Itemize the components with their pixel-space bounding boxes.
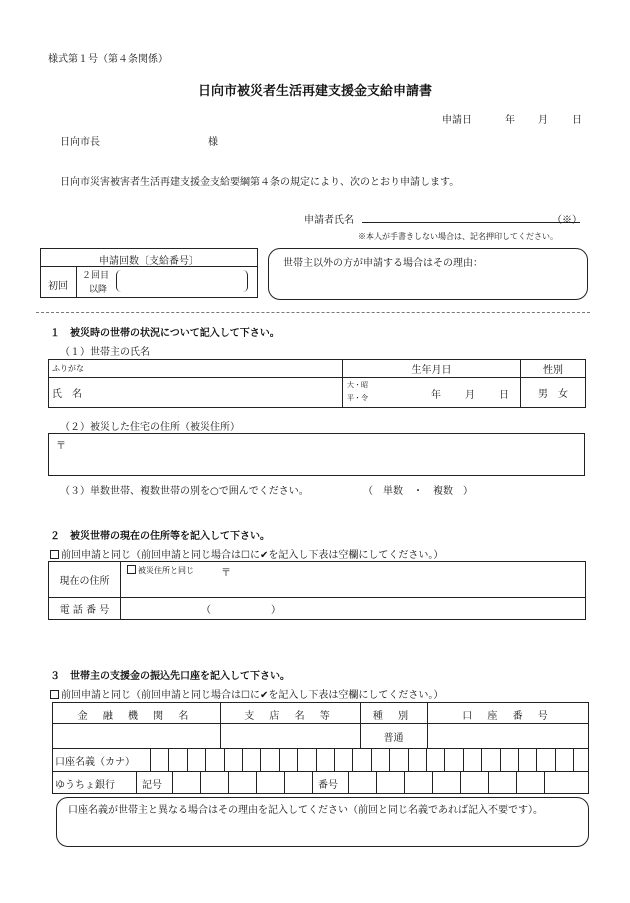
yucho-cell-divider <box>488 771 489 794</box>
phone-field[interactable]: （ ） <box>121 598 586 620</box>
kana-cell-divider <box>297 748 298 771</box>
kana-cell-divider <box>500 748 501 771</box>
kana-cell-divider <box>426 748 427 771</box>
yucho-cell-divider <box>432 771 433 794</box>
page-title: 日向市被災者生活再建支援金支給申請書 <box>197 84 432 99</box>
kana-cell-divider <box>555 748 556 771</box>
kana-cell-divider <box>168 748 169 771</box>
count-second-line1: ２回目 <box>82 271 110 281</box>
kana-cell-divider <box>444 748 445 771</box>
birthdate-header: 生年月日 <box>343 360 521 378</box>
kana-cell-divider <box>481 748 482 771</box>
yucho-cell-divider <box>544 771 545 794</box>
section1-sub2: （２）被災した住宅の住所（被災住所） <box>60 422 240 433</box>
disaster-address-box[interactable] <box>48 433 585 476</box>
kana-cell-divider <box>279 748 280 771</box>
yucho-cell-divider <box>348 771 349 794</box>
branch-field[interactable] <box>221 724 359 748</box>
yucho-number-label: 番号 <box>318 780 338 791</box>
section3-checkbox[interactable] <box>50 690 59 699</box>
kana-cell-divider <box>224 748 225 771</box>
account-reason-note: 口座名義が世帯主と異なる場合はその理由を記入してください（前回と同じ名義であれば記入不要です）。 <box>68 805 543 816</box>
era-1[interactable]: 大・昭 <box>347 381 368 389</box>
current-address-label: 現在の住所 <box>49 562 121 598</box>
kana-cell-divider <box>334 748 335 771</box>
era-2[interactable]: 平・令 <box>347 394 368 402</box>
section2-same-previous[interactable] <box>50 546 443 561</box>
payment-number-field[interactable] <box>116 270 248 292</box>
kana-cell-divider <box>389 748 390 771</box>
same-as-disaster-checkbox[interactable] <box>127 565 136 574</box>
intro-text: 日向市災害被害者生活再建支援金支給要綱第４条の規定により、次のとおり申請します。 <box>60 177 460 188</box>
account-type-value[interactable]: 普通 <box>383 733 404 744</box>
divider <box>36 312 590 313</box>
gender-header: 性別 <box>521 360 586 378</box>
birth-day: 日 <box>499 390 509 401</box>
seal-mark: （※） <box>552 215 582 226</box>
current-address-table <box>48 561 586 620</box>
section2-checkbox[interactable] <box>50 550 59 559</box>
yucho-cell-divider <box>200 771 201 794</box>
birth-year: 年 <box>431 390 441 401</box>
bank-name-header: 金 融 機 関 名 <box>77 711 195 722</box>
yucho-cell-divider <box>256 771 257 794</box>
yucho-cell-divider <box>376 771 377 794</box>
date-year: 年 <box>505 115 515 126</box>
honorific: 様 <box>208 137 218 148</box>
section3-same-previous-text: 前回申請と同じ（前回申請と同じ場合は☐に✔を記入し下表は空欄にしてください。） <box>61 690 444 701</box>
yucho-cell-divider <box>312 771 313 794</box>
account-number-header: 口 座 番 号 <box>462 711 554 722</box>
branch-header: 支 店 名 等 <box>244 711 336 722</box>
kana-cell-divider <box>242 748 243 771</box>
gender-options[interactable]: 男 女 <box>521 378 586 408</box>
form-number: 様式第１号（第４条関係） <box>48 54 168 65</box>
yucho-cell-divider <box>228 771 229 794</box>
date-day: 日 <box>572 115 582 126</box>
kana-cell-divider <box>463 748 464 771</box>
applicant-name-label: 申請者氏名 <box>304 215 354 226</box>
bank-name-field[interactable] <box>53 724 219 748</box>
kana-cell-divider <box>316 748 317 771</box>
section1-sub3: （３）単数世帯、複数世帯の別を○で囲んでください。 <box>60 486 309 497</box>
kana-cell-divider <box>408 748 409 771</box>
kana-cell-divider <box>518 748 519 771</box>
furigana-label[interactable]: ふりがな <box>49 360 343 378</box>
count-box-header: 申請回数〔支給番号〕 <box>99 256 199 267</box>
yucho-cell-divider <box>460 771 461 794</box>
account-holder-label: 口座名義（カナ） <box>55 757 135 768</box>
application-date-label: 申請日 <box>442 115 472 126</box>
date-month: 月 <box>538 115 548 126</box>
section2-heading: ２ 被災世帯の現在の住所等を記入して下さい。 <box>50 531 270 542</box>
householder-table <box>48 359 586 408</box>
disaster-postal: 〒 <box>56 441 66 452</box>
addressee: 日向市長 <box>60 137 100 148</box>
kana-cell-divider <box>187 748 188 771</box>
kana-cell-divider <box>205 748 206 771</box>
birthdate-cell[interactable] <box>343 378 521 408</box>
applicant-name-line[interactable] <box>362 222 580 223</box>
section1-heading: １ 被災時の世帯の状況について記入して下さい。 <box>50 328 280 339</box>
name-label[interactable]: 氏 名 <box>49 378 343 408</box>
reason-box-text: 世帯主以外の方が申請する場合はその理由： <box>283 258 483 269</box>
yucho-cell-divider <box>284 771 285 794</box>
section1-sub1: （１）世帯主の氏名 <box>60 347 150 358</box>
current-postal: 〒 <box>221 568 231 579</box>
section3-heading: ３ 世帯主の支援金の振込先口座を記入して下さい。 <box>50 671 290 682</box>
kana-cell-divider <box>371 748 372 771</box>
household-options[interactable]: （ 単数 ・ 複数 ） <box>363 486 473 497</box>
yucho-cell-divider <box>404 771 405 794</box>
count-first[interactable]: 初回 <box>48 281 68 292</box>
count-second-line2: 以降 <box>89 285 108 295</box>
kana-cell-divider <box>536 748 537 771</box>
phone-label: 電 話 番 号 <box>49 598 121 620</box>
birth-month: 月 <box>465 390 475 401</box>
yucho-symbol-label: 記号 <box>142 780 162 791</box>
type-header: 種 別 <box>372 711 415 722</box>
same-as-disaster-label: 被災住所と同じ <box>138 566 194 575</box>
current-address-field[interactable] <box>121 562 586 598</box>
section3-same-previous[interactable] <box>50 686 443 701</box>
section2-same-previous-text: 前回申請と同じ（前回申請と同じ場合は☐に✔を記入し下表は空欄にしてください。） <box>61 550 444 561</box>
seal-note: ※本人が手書きしない場合は、記名押印してください。 <box>358 232 558 241</box>
yucho-label: ゆうちょ銀行 <box>55 780 115 791</box>
kana-cell-divider <box>260 748 261 771</box>
yucho-cell-divider <box>516 771 517 794</box>
kana-cell-divider <box>573 748 574 771</box>
account-number-field[interactable] <box>428 724 588 748</box>
kana-cell-divider <box>352 748 353 771</box>
